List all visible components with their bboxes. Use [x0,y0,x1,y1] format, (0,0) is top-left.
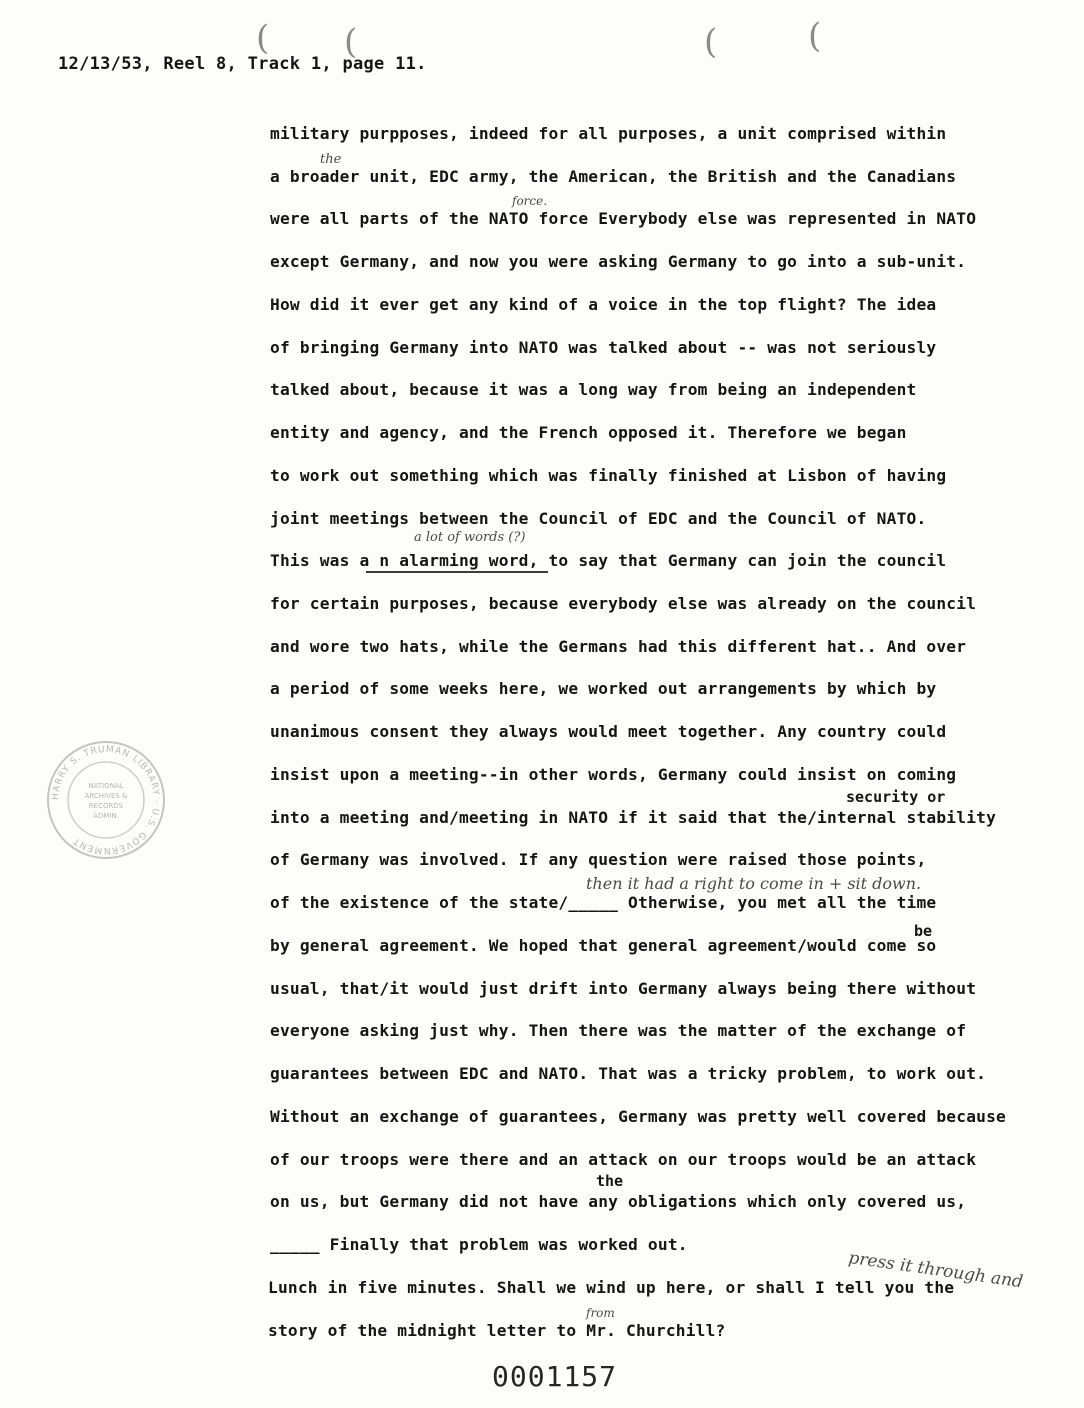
body-line-10: joint meetings between the Council of EDC and the Council of NATO. [270,509,927,528]
body-line-25: of our troops were there and an attack on our troops would be an attack [270,1150,977,1169]
body-line-23: guarantees between EDC and NATO. That was a tricky problem, to work out. [270,1064,987,1083]
stamp-ring-text: HARRY S. TRUMAN LIBRARY · U.S. GOVERNMENT [50,744,162,856]
body-line-15: unanimous consent they always would meet together. Any country could [270,722,947,741]
body-line-18: of Germany was involved. If any question were raised those points, [270,850,927,869]
punch-mark-3: ( [704,22,718,62]
punch-mark-4: ( [808,16,822,56]
body-line-24: Without an exchange of guarantees, Germany was pretty well covered because [270,1107,1006,1126]
annotation-the: the [320,152,342,167]
annotation-force: force. [512,194,548,208]
annotation-from: from [586,1306,615,1320]
body-line-6: of bringing Germany into NATO was talked about -- was not seriously [270,338,937,357]
stamp-center-line-1: NATIONAL [88,782,124,790]
body-line-22: everyone asking just why. Then there was the matter of the exchange of [270,1021,967,1040]
body-line-13: and wore two hats, while the Germans had this different hat.. And over [270,637,967,656]
body-line-4: except Germany, and now you were asking Germany to go into a sub-unit. [270,252,967,271]
body-line-8: entity and agency, and the French opposed it. Therefore we began [270,423,907,442]
archive-stamp [44,738,168,862]
page-header: 12/13/53, Reel 8, Track 1, page 11. [58,54,427,74]
closing-line-1: Lunch in five minutes. Shall we wind up here, or shall I tell you the [268,1278,955,1297]
stamp-center-line-3: RECORDS [88,802,124,810]
stamp-center-line-4: ADMIN. [93,812,119,820]
punch-mark-2: ( [344,22,358,62]
body-line-5: How did it ever get any kind of a voice in the top flight? The idea [270,295,937,314]
body-line-27: _____ Finally that problem was worked out. [270,1235,688,1254]
body-line-1: military purpposes, indeed for all purposes, a unit comprised within [270,124,947,143]
body-line-21: usual, that/it would just drift into Germany always being there without [270,979,977,998]
annotation-then-it-had: then it had a right to come in + sit down. [586,874,922,893]
body-line-12: for certain purposes, because everybody else was already on the council [270,594,977,613]
body-line-26: on us, but Germany did not have any obligations which only covered us, [270,1192,967,1211]
annotation-press-it-through: press it through and [847,1248,1025,1293]
body-line-17: into a meeting and/meeting in NATO if it said that the/internal stability [270,808,997,827]
annotation-a-lot-of-words: a lot of words (?) [414,530,526,545]
punch-mark-1: ( [256,18,270,58]
closing-line-2: story of the midnight letter to Mr. Churchill? [268,1321,726,1340]
body-line-19: of the existence of the state/_____ Otherwise, you met all the time [270,893,937,912]
body-line-9: to work out something which was finally finished at Lisbon of having [270,466,947,485]
document-number: 0001157 [492,1360,618,1393]
body-line-16: insist upon a meeting--in other words, Germany could insist on coming [270,765,957,784]
stamp-center-line-2: ARCHIVES & [84,792,128,800]
body-line-14: a period of some weeks here, we worked out arrangements by which by [270,679,937,698]
underline-mark [366,571,548,573]
body-line-20: by general agreement. We hoped that general agreement/would come so [270,936,937,955]
body-line-11: This was a n alarming word, to say that Germany can join the council [270,551,947,570]
body-line-2: a broader unit, EDC army, the American, the British and the Canadians [270,167,957,186]
annotation-security-or: security or [846,788,946,806]
body-line-3: were all parts of the NATO force Everybody else was represented in NATO [270,209,977,228]
annotation-be: be [914,922,933,940]
annotation-the-typed: the [596,1172,624,1190]
body-line-7: talked about, because it was a long way from being an independent [270,380,917,399]
